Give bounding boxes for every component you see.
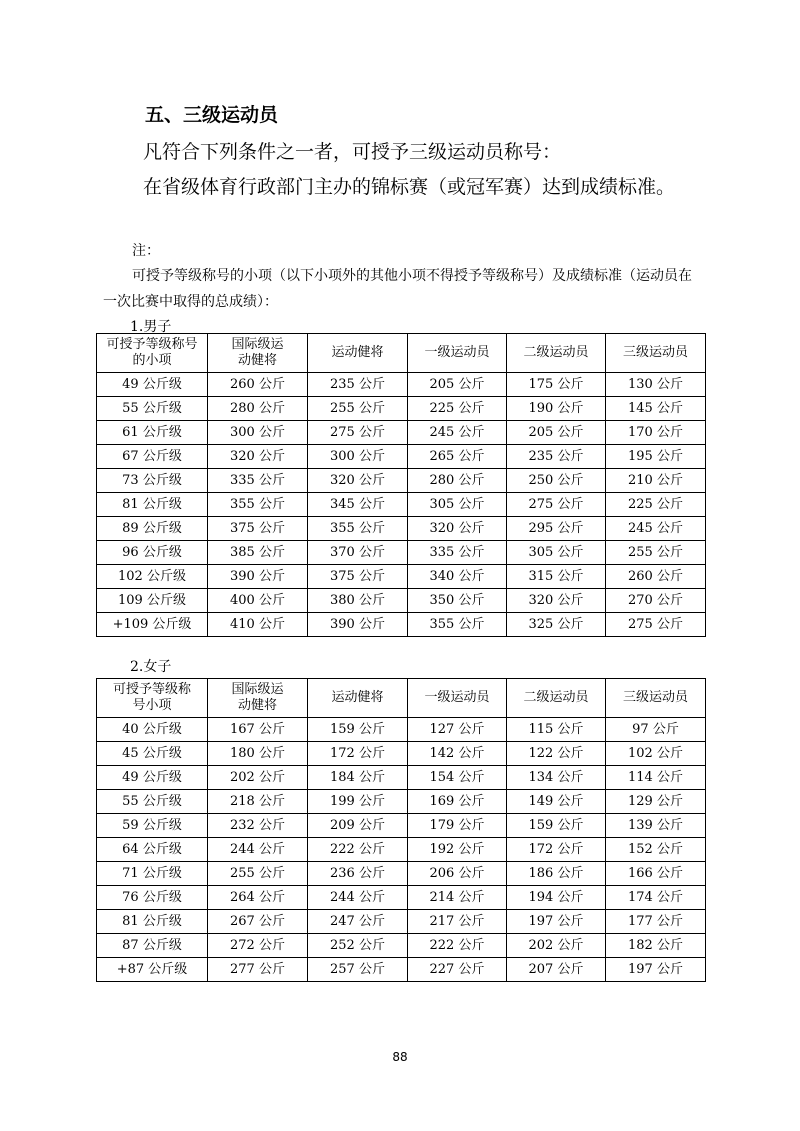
cell-first-class: 335 公斤 bbox=[408, 541, 507, 565]
cell-international-master: 375 公斤 bbox=[208, 517, 308, 541]
table-row bbox=[97, 910, 706, 934]
table-header-row bbox=[97, 334, 706, 373]
cell-first-class: 192 公斤 bbox=[408, 838, 507, 862]
cell-second-class: 197 公斤 bbox=[507, 910, 606, 934]
cell-international-master: 232 公斤 bbox=[208, 814, 308, 838]
table-row bbox=[97, 958, 706, 982]
cell-third-class: 130 公斤 bbox=[606, 373, 706, 397]
cell-third-class: 182 公斤 bbox=[606, 934, 706, 958]
cell-second-class: 235 公斤 bbox=[507, 445, 606, 469]
cell-international-master: 300 公斤 bbox=[208, 421, 308, 445]
cell-master: 275 公斤 bbox=[308, 421, 408, 445]
cell-international-master: 277 公斤 bbox=[208, 958, 308, 982]
women-standards-table bbox=[96, 678, 706, 982]
cell-third-class: 129 公斤 bbox=[606, 790, 706, 814]
cell-master: 209 公斤 bbox=[308, 814, 408, 838]
note-line-1: 可授予等级称号的小项（以下小项外的其他小项不得授予等级称号）及成绩标准（运动员在 bbox=[132, 268, 692, 284]
cell-third-class: 260 公斤 bbox=[606, 565, 706, 589]
header-second-class: 二级运动员 bbox=[507, 334, 606, 373]
header-third-class: 三级运动员 bbox=[606, 334, 706, 373]
table-row bbox=[97, 613, 706, 637]
cell-third-class: 139 公斤 bbox=[606, 814, 706, 838]
cell-event: 81 公斤级 bbox=[97, 910, 208, 934]
cell-third-class: 170 公斤 bbox=[606, 421, 706, 445]
table-row bbox=[97, 469, 706, 493]
table-row bbox=[97, 397, 706, 421]
cell-first-class: 154 公斤 bbox=[408, 766, 507, 790]
cell-third-class: 114 公斤 bbox=[606, 766, 706, 790]
header-first-class: 一级运动员 bbox=[408, 334, 507, 373]
cell-third-class: 255 公斤 bbox=[606, 541, 706, 565]
cell-second-class: 175 公斤 bbox=[507, 373, 606, 397]
cell-international-master: 260 公斤 bbox=[208, 373, 308, 397]
cell-event: 40 公斤级 bbox=[97, 718, 208, 742]
cell-master: 370 公斤 bbox=[308, 541, 408, 565]
cell-first-class: 206 公斤 bbox=[408, 862, 507, 886]
cell-third-class: 102 公斤 bbox=[606, 742, 706, 766]
cell-third-class: 174 公斤 bbox=[606, 886, 706, 910]
table-row bbox=[97, 742, 706, 766]
cell-second-class: 186 公斤 bbox=[507, 862, 606, 886]
cell-event: 64 公斤级 bbox=[97, 838, 208, 862]
condition-line: 在省级体育行政部门主办的锦标赛（或冠军赛）达到成绩标准。 bbox=[143, 176, 676, 198]
cell-master: 235 公斤 bbox=[308, 373, 408, 397]
men-section-title: 1.男子 bbox=[130, 319, 172, 335]
cell-international-master: 280 公斤 bbox=[208, 397, 308, 421]
table-row bbox=[97, 589, 706, 613]
cell-event: 96 公斤级 bbox=[97, 541, 208, 565]
cell-event: 49 公斤级 bbox=[97, 373, 208, 397]
cell-first-class: 305 公斤 bbox=[408, 493, 507, 517]
cell-international-master: 335 公斤 bbox=[208, 469, 308, 493]
cell-event: +87 公斤级 bbox=[97, 958, 208, 982]
cell-second-class: 172 公斤 bbox=[507, 838, 606, 862]
cell-third-class: 245 公斤 bbox=[606, 517, 706, 541]
cell-master: 345 公斤 bbox=[308, 493, 408, 517]
cell-event: 55 公斤级 bbox=[97, 790, 208, 814]
cell-international-master: 167 公斤 bbox=[208, 718, 308, 742]
cell-event: 109 公斤级 bbox=[97, 589, 208, 613]
cell-third-class: 166 公斤 bbox=[606, 862, 706, 886]
cell-international-master: 385 公斤 bbox=[208, 541, 308, 565]
cell-first-class: 142 公斤 bbox=[408, 742, 507, 766]
cell-international-master: 264 公斤 bbox=[208, 886, 308, 910]
cell-second-class: 250 公斤 bbox=[507, 469, 606, 493]
cell-first-class: 222 公斤 bbox=[408, 934, 507, 958]
cell-international-master: 180 公斤 bbox=[208, 742, 308, 766]
cell-master: 252 公斤 bbox=[308, 934, 408, 958]
cell-third-class: 275 公斤 bbox=[606, 613, 706, 637]
cell-international-master: 244 公斤 bbox=[208, 838, 308, 862]
table-row bbox=[97, 790, 706, 814]
cell-event: 67 公斤级 bbox=[97, 445, 208, 469]
cell-first-class: 214 公斤 bbox=[408, 886, 507, 910]
cell-event: 49 公斤级 bbox=[97, 766, 208, 790]
header-event: 可授予等级称号的小项 bbox=[97, 334, 208, 373]
table-row bbox=[97, 814, 706, 838]
cell-master: 199 公斤 bbox=[308, 790, 408, 814]
note-line-2: 一次比赛中取得的总成绩）： bbox=[103, 294, 278, 310]
cell-event: 102 公斤级 bbox=[97, 565, 208, 589]
cell-second-class: 275 公斤 bbox=[507, 493, 606, 517]
table-row bbox=[97, 421, 706, 445]
cell-master: 355 公斤 bbox=[308, 517, 408, 541]
cell-first-class: 350 公斤 bbox=[408, 589, 507, 613]
cell-international-master: 390 公斤 bbox=[208, 565, 308, 589]
cell-master: 236 公斤 bbox=[308, 862, 408, 886]
table-row bbox=[97, 886, 706, 910]
table-row bbox=[97, 862, 706, 886]
cell-international-master: 202 公斤 bbox=[208, 766, 308, 790]
cell-international-master: 218 公斤 bbox=[208, 790, 308, 814]
cell-second-class: 205 公斤 bbox=[507, 421, 606, 445]
cell-event: 73 公斤级 bbox=[97, 469, 208, 493]
cell-third-class: 145 公斤 bbox=[606, 397, 706, 421]
cell-third-class: 197 公斤 bbox=[606, 958, 706, 982]
cell-master: 390 公斤 bbox=[308, 613, 408, 637]
cell-event: 89 公斤级 bbox=[97, 517, 208, 541]
cell-first-class: 265 公斤 bbox=[408, 445, 507, 469]
cell-third-class: 270 公斤 bbox=[606, 589, 706, 613]
cell-second-class: 295 公斤 bbox=[507, 517, 606, 541]
cell-first-class: 245 公斤 bbox=[408, 421, 507, 445]
cell-master: 222 公斤 bbox=[308, 838, 408, 862]
cell-event: 61 公斤级 bbox=[97, 421, 208, 445]
header-event: 可授予等级称号小项 bbox=[97, 679, 208, 718]
cell-third-class: 177 公斤 bbox=[606, 910, 706, 934]
cell-international-master: 410 公斤 bbox=[208, 613, 308, 637]
note-label: 注： bbox=[132, 243, 160, 259]
cell-second-class: 320 公斤 bbox=[507, 589, 606, 613]
cell-first-class: 355 公斤 bbox=[408, 613, 507, 637]
table-row bbox=[97, 718, 706, 742]
header-second-class: 二级运动员 bbox=[507, 679, 606, 718]
men-standards-table bbox=[96, 333, 706, 637]
cell-second-class: 207 公斤 bbox=[507, 958, 606, 982]
cell-third-class: 152 公斤 bbox=[606, 838, 706, 862]
cell-international-master: 272 公斤 bbox=[208, 934, 308, 958]
header-third-class: 三级运动员 bbox=[606, 679, 706, 718]
cell-second-class: 159 公斤 bbox=[507, 814, 606, 838]
cell-second-class: 115 公斤 bbox=[507, 718, 606, 742]
cell-second-class: 325 公斤 bbox=[507, 613, 606, 637]
cell-master: 247 公斤 bbox=[308, 910, 408, 934]
cell-first-class: 340 公斤 bbox=[408, 565, 507, 589]
women-section-title: 2.女子 bbox=[130, 659, 172, 675]
cell-master: 184 公斤 bbox=[308, 766, 408, 790]
table-row bbox=[97, 766, 706, 790]
page-number: 88 bbox=[392, 1050, 408, 1064]
table-row bbox=[97, 493, 706, 517]
cell-third-class: 195 公斤 bbox=[606, 445, 706, 469]
header-international-master: 国际级运动健将 bbox=[208, 679, 308, 718]
cell-first-class: 179 公斤 bbox=[408, 814, 507, 838]
cell-master: 244 公斤 bbox=[308, 886, 408, 910]
section-heading: 五、三级运动员 bbox=[145, 104, 279, 126]
cell-first-class: 280 公斤 bbox=[408, 469, 507, 493]
cell-master: 375 公斤 bbox=[308, 565, 408, 589]
cell-master: 320 公斤 bbox=[308, 469, 408, 493]
cell-second-class: 149 公斤 bbox=[507, 790, 606, 814]
cell-third-class: 225 公斤 bbox=[606, 493, 706, 517]
cell-second-class: 315 公斤 bbox=[507, 565, 606, 589]
cell-international-master: 320 公斤 bbox=[208, 445, 308, 469]
cell-international-master: 267 公斤 bbox=[208, 910, 308, 934]
cell-second-class: 134 公斤 bbox=[507, 766, 606, 790]
cell-second-class: 122 公斤 bbox=[507, 742, 606, 766]
table-row bbox=[97, 838, 706, 862]
table-row bbox=[97, 934, 706, 958]
cell-event: 71 公斤级 bbox=[97, 862, 208, 886]
cell-master: 255 公斤 bbox=[308, 397, 408, 421]
cell-event: 59 公斤级 bbox=[97, 814, 208, 838]
cell-first-class: 227 公斤 bbox=[408, 958, 507, 982]
cell-master: 159 公斤 bbox=[308, 718, 408, 742]
cell-event: 76 公斤级 bbox=[97, 886, 208, 910]
cell-event: 81 公斤级 bbox=[97, 493, 208, 517]
cell-international-master: 255 公斤 bbox=[208, 862, 308, 886]
cell-event: +109 公斤级 bbox=[97, 613, 208, 637]
cell-master: 380 公斤 bbox=[308, 589, 408, 613]
cell-event: 55 公斤级 bbox=[97, 397, 208, 421]
table-row bbox=[97, 517, 706, 541]
cell-first-class: 217 公斤 bbox=[408, 910, 507, 934]
cell-second-class: 305 公斤 bbox=[507, 541, 606, 565]
cell-master: 257 公斤 bbox=[308, 958, 408, 982]
table-row bbox=[97, 373, 706, 397]
cell-first-class: 127 公斤 bbox=[408, 718, 507, 742]
cell-third-class: 97 公斤 bbox=[606, 718, 706, 742]
cell-master: 300 公斤 bbox=[308, 445, 408, 469]
table-row bbox=[97, 445, 706, 469]
cell-first-class: 225 公斤 bbox=[408, 397, 507, 421]
header-master: 运动健将 bbox=[308, 679, 408, 718]
criteria-line: 凡符合下列条件之一者，可授予三级运动员称号： bbox=[143, 141, 562, 163]
cell-master: 172 公斤 bbox=[308, 742, 408, 766]
cell-international-master: 355 公斤 bbox=[208, 493, 308, 517]
header-first-class: 一级运动员 bbox=[408, 679, 507, 718]
cell-second-class: 190 公斤 bbox=[507, 397, 606, 421]
header-international-master: 国际级运动健将 bbox=[208, 334, 308, 373]
header-master: 运动健将 bbox=[308, 334, 408, 373]
cell-first-class: 320 公斤 bbox=[408, 517, 507, 541]
cell-first-class: 169 公斤 bbox=[408, 790, 507, 814]
table-header-row bbox=[97, 679, 706, 718]
cell-event: 87 公斤级 bbox=[97, 934, 208, 958]
cell-international-master: 400 公斤 bbox=[208, 589, 308, 613]
cell-event: 45 公斤级 bbox=[97, 742, 208, 766]
cell-second-class: 194 公斤 bbox=[507, 886, 606, 910]
cell-third-class: 210 公斤 bbox=[606, 469, 706, 493]
table-row bbox=[97, 541, 706, 565]
cell-second-class: 202 公斤 bbox=[507, 934, 606, 958]
cell-first-class: 205 公斤 bbox=[408, 373, 507, 397]
table-row bbox=[97, 565, 706, 589]
